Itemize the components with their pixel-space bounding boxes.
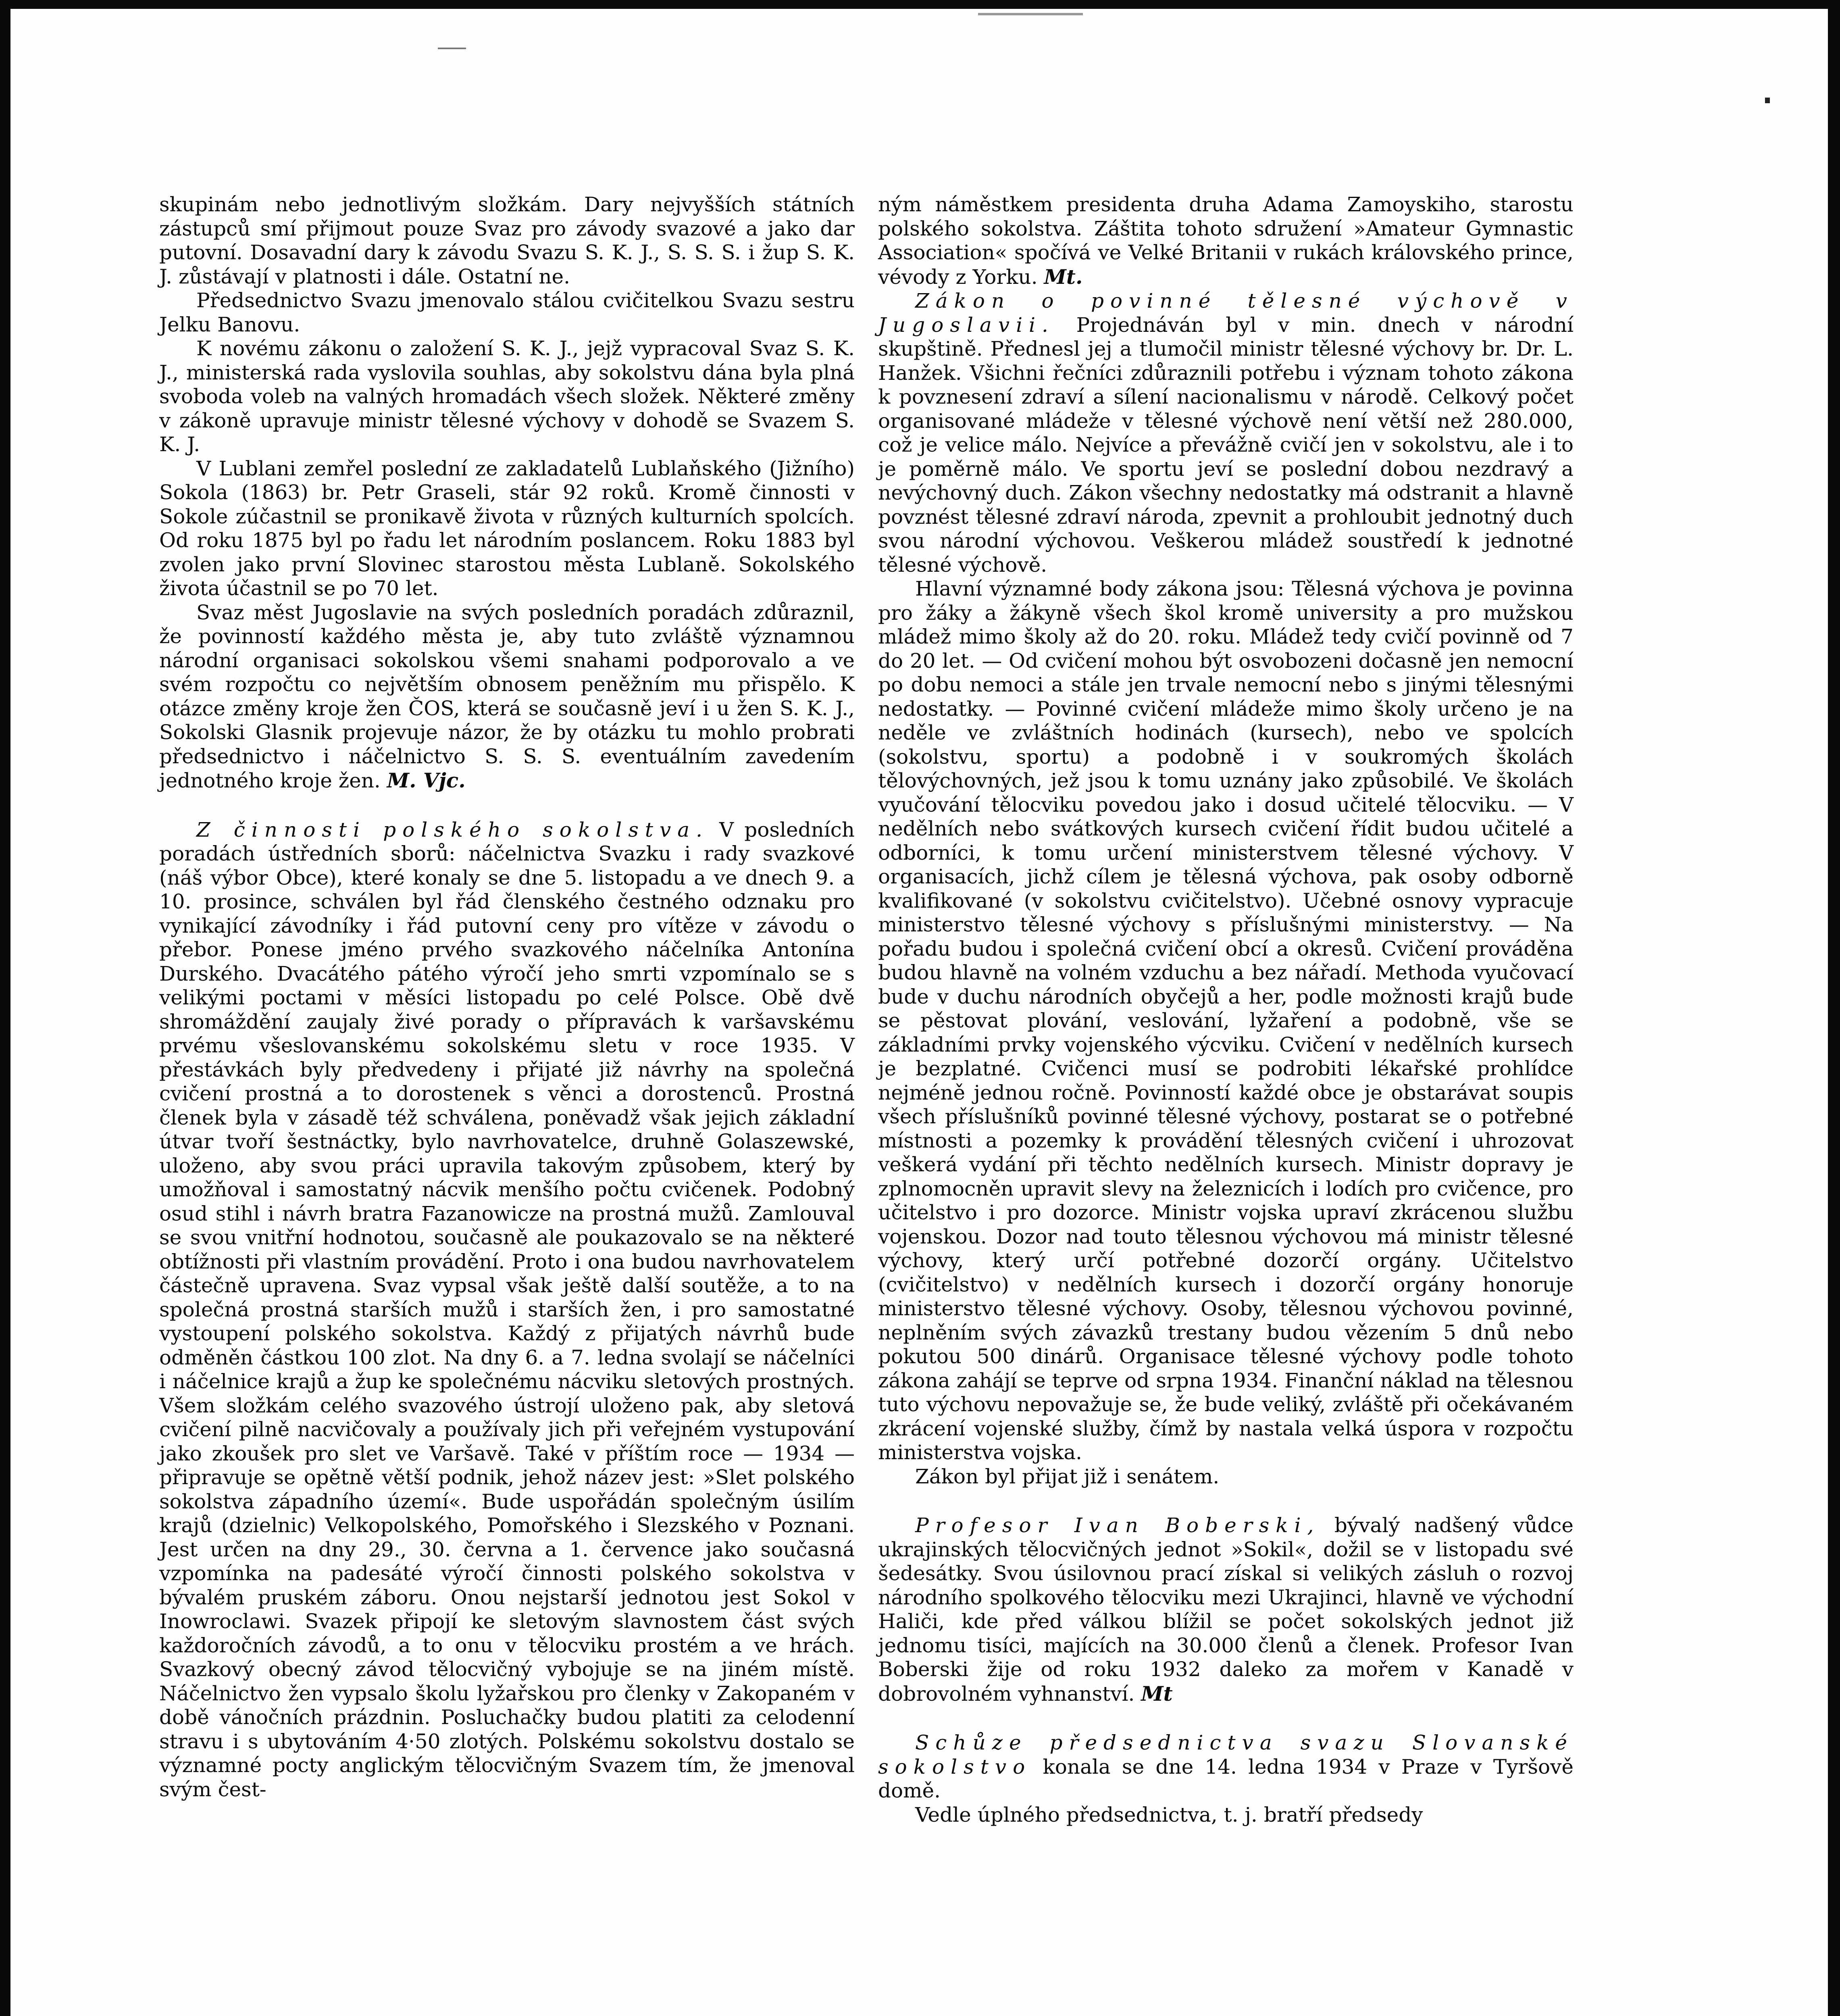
paragraph: Předsednictvo Svazu jmenovalo stálou cvičitelkou Svazu sestru Jelku Banovu. <box>159 289 855 336</box>
paragraph: Zákon byl přijat již i senátem. <box>915 1464 1220 1488</box>
section-heading: Schůze předsednictva svazu Slovanské sokolstvo <box>878 1731 1574 1779</box>
scan-speck <box>438 48 466 49</box>
section-presidium-meeting <box>878 1731 1574 1803</box>
section-heading: Z činnosti polského sokolstva. <box>196 818 709 841</box>
author-signature: M. Vjc. <box>387 768 466 792</box>
paragraph: Hlavní významné body zákona jsou: Tělesná výchova je povinna pro žáky a žákyně všech škol kromě university a pro mužskou mládež mimo školy až do 20. roku. Mládež tedy cvičí povinně od 7 do 20 let. — Od cvičení mohou být osvobozeni dočasně jen nemocní po dobu nemoci a stále jen trvale nemocní nebo s jinými tělesnými nedostatky. — Povinné cvičení mládeže mimo školy určeno je na neděle ve zvláštních hodinách (kursech), nebo ve spolcích (sokolstvu, sportu) a podobně i v soukromých školách tělovýchovných, jež jsou k tomu uznány jako způsobilé. Ve školách vyučování tělocviku povedou jako i dosud učitelé tělocviku. — V nedělních nebo svátkových kursech cvičení řídit budou učitelé a odborníci, k tomu určení ministerstvem tělesné výchovy. V organisacích, jichž cílem je tělesná výchova, pak osoby odborně kvalifikované (v sokolstvu cvičitelstvo). Učebné osnovy vypracuje ministerstvo tělesné výchovy s příslušnými ministerstvy. — Na pořadu budou i společná cvičení obcí a okresů. Cvičení prováděna budou hlavně na volném vzduchu a bez nářadí. Methoda vyučovací bude v duchu národních obyčejů a her, podle možnosti krajů bude se pěstovat plování, veslování, lyžaření a podobně, vše se základními prvky vojenského výcviku. Cvičení v nedělních kursech je bezplatné. Cvičenci musí se podrobiti lékařské prohlídce nejméně jednou ročně. Povinností každé obce je obstarávat soupis všech příslušníků povinné tělesné výchovy, postarat se o potřebné místnosti a pozemky k provádění tělesných cvičení i uhrozovat veškerá vydání při těchto nedělních kursech. Ministr dopravy je zplnomocněn upravit slevy na železnicích i lodích pro cvičence, pro učitelstvo i pro dozorce. Ministr vojska upraví zkrácenou službu vojenskou. Dozor nad touto tělesnou výchovou má ministr tělesné výchovy, který určí potřebné dozorčí orgány. Učitelstvo (cvičitelstvo) v nedělních kursech i dozorčí orgány honoruje ministerstvo tělesné výchovy. Osoby, tělesnou výchovou povinné, neplněním svých závazků trestany budou vězením 5 dnů nebo pokutou 500 dinárů. Organisace tělesné výchovy podle tohoto zákona zahájí se teprve od srpna 1934. Finanční náklad na tělesnou tuto výchovu nepovažuje se, že bude veliký, zvláště při očekávaném zkrácení vojenské služby, čímž by nastala velká úspora v rozpočtu ministerstva vojska. <box>878 577 1574 1464</box>
section-yugoslav-law <box>878 289 1574 577</box>
scan-speck <box>1765 98 1770 103</box>
left-column <box>159 193 855 1801</box>
paragraph <box>878 193 1574 289</box>
paragraph-text: ným náměstkem presidenta druha Adama Zamoyskiho, starostu polského sokolstva. Záštita tohoto sdružení »Amateur Gymnastic Association« spočívá ve Velké Britanii v rukách královského prince, vévody z Yorku. <box>878 193 1574 289</box>
right-column <box>878 193 1574 1827</box>
section-heading: Profesor Ivan Boberski, <box>915 1514 1320 1537</box>
scan-speck <box>978 13 1083 15</box>
author-signature: Mt. <box>1044 264 1083 289</box>
section-heading: Zákon o povinné tělesné výchově v Jugoslavii. <box>878 289 1574 337</box>
paragraph-text: bývalý nadšený vůdce ukrajinských tělocvičných jednot »Sokil«, dožil se v listopadu své šedesátky. Svou úsilovnou prací získal si velikých zásluh o rozvoj národního spolkového tělocviku mezi Ukrajinci, hlavně ve východní Haliči, kde před válkou blížil se počet sokolských jednot již jednomu tisíci, majících na 30.000 členů a členek. Profesor Ivan Boberski žije od roku 1932 daleko za mořem v Kanadě v dobrovolném vyhnanství. <box>878 1514 1574 1706</box>
author-signature: Mt <box>1141 1681 1173 1706</box>
paragraph <box>159 601 855 793</box>
paragraph: K novému zákonu o založení S. K. J., jejž vypracoval Svaz S. K. J., ministerská rada vyslovila souhlas, aby sokolstvu dána byla plná svoboda voleb na valných hromadách všech složek. Některé změny v zákoně upravuje ministr tělesné výchovy v dohodě se Svazem S. K. J. <box>159 337 855 456</box>
paragraph: V Lublani zemřel poslední ze zakladatelů Lublaňského (Jižního) Sokola (1863) br. Petr Graseli, stár 92 roků. Kromě činnosti v Sokole zúčastnil se pronikavě života v různých kulturních spolcích. Od roku 1875 byl po řadu let národním poslancem. Roku 1883 byl zvolen jako první Slovinec starostou města Lublaně. Sokolského života účastnil se po 70 let. <box>159 456 855 600</box>
section-boberski <box>878 1514 1574 1706</box>
section-polish-sokol <box>159 818 855 1802</box>
paragraph-text: V posledních poradách ústředních sborů: náčelnictva Svazku i rady svazkové (náš výbor Obce), které konaly se dne 5. listopadu a ve dnech 9. a 10. prosince, schválen byl řád členského čestného odznaku pro vynikající závodníky i řád putovní ceny pro vítěze v závodu o přebor. Ponese jméno prvého svazkového náčelníka Antonína Durského. Dvacátého pátého výročí jeho smrti vzpomínalo se s velikými poctami v měsíci listopadu po celé Polsce. Obě dvě shromáždění zaujaly živé porady o přípravách k varšavskému prvému všeslovanskému sokolskému sletu v roce 1935. V přestávkách byly předvedeny i přijaté již návrhy na společná cvičení prostná a to dorostenek s věnci a dorostenců. Prostná členek byla v zásadě též schválena, poněvadž však jejich základní útvar tvoří šestnáctky, bylo navrhovatelce, druhně Golaszewské, uloženo, aby svou práci upravila takovým způsobem, který by umožňoval i samostatný nácvik menšího počtu cvičenek. Podobný osud stihl i návrh bratra Fazanowicze na prostná mužů. Zamlouval se svou vnitřní hodnotou, současně ale poukazovalo se na některé obtížnosti při vlastním provádění. Proto i ona budou navrhovatelem částečně upravena. Svaz vypsal však ještě další soutěže, a to na společná prostná starších mužů i starších žen, i pro samostatné vystoupení polského sokolstva. Každý z přijatých návrhů bude odměněn částkou 100 zlot. Na dny 6. a 7. ledna svolají se náčelníci i náčelnice krajů a žup ke společnému nácviku sletových prostných. Všem složkám celého svazového ústrojí uloženo pak, aby sletová cvičení pilně nacvičovaly a používaly jich při veřejném vystupování jako zkoušek pro slet ve Varšavě. Také v příštím roce — 1934 — připravuje se opětně větší podnik, jehož název jest: »Slet polského sokolstva západního území«. Bude uspořádán společným úsilím krajů (dzielnic) Velkopolského, Pomořského i Slezského v Poznani. Jest určen na dny 29., 30. června a 1. července jako současná vzpomínka na padesáté výročí činnosti polského sokolstva v bývalém pruském záboru. Onou nejstarší jednotou jest Sokol v Inowroclawi. Svazek připojí ke sletovým slavnostem část svých každoročních závodů, a to onu v tělocviku prostém a ve hrách. Svazkový obecný závod tělocvičný vybojuje se na jiném místě. Náčelnictvo žen vypsalo školu lyžařskou pro členky v Zakopaném v době vánočních prázdnin. Posluchačky budou platiti za celodenní stravu i s ubytováním 4·50 zlotých. Polskému sokolstvu dostalo se významné pocty anglickým tělocvičným Svazem tím, že jmenoval svým čest- <box>159 818 855 1801</box>
paragraph: skupinám nebo jednotlivým složkám. Dary nejvyšších státních zástupců smí přijmout pouze Svaz pro závody svazové a jako dar putovní. Dosavadní dary k závodu Svazu S. K. J., S. S. S. i žup S. K. J. zůstávají v platnosti i dále. Ostatní ne. <box>159 193 855 288</box>
paragraph-text: konala se dne 14. ledna 1934 v Praze v Tyršově domě. <box>878 1755 1574 1802</box>
paragraph: Vedle úplného předsednictva, t. j. bratří předsedy <box>915 1803 1423 1826</box>
paragraph-text: Projednáván byl v min. dnech v národní skupštině. Přednesl jej a tlumočil ministr tělesné výchovy br. Dr. L. Hanžek. Všichni řečníci zdůraznili potřebu i význam tohoto zákona k povznesení zdraví a sílení nacionalismu v národě. Celkový počet organisované mládeže v tělesné výchově není větší než 280.000, což je velice málo. Nejvíce a převážně cvičí jen v sokolstvu, ale i to je poměrně málo. Ve sportu jeví se poslední dobou nezdravý a nevýchovný duch. Zákon všechny nedostatky má odstranit a hlavně povznést tělesné zdraví národa, zpevnit a prohloubit jednotný duch svou národní výchovou. Veškerou mládež soustředí k jednotné tělesné výchově. <box>878 313 1574 577</box>
paragraph-text: Svaz měst Jugoslavie na svých posledních poradách zdůraznil, že povinností každého města je, aby tuto zvláště významnou národní organisaci sokolskou všemi snahami podporovalo a ve svém rozpočtu co největším obnosem peněžním mu přispělo. K otázce změny kroje žen ČOS, která se současně jeví i u žen S. K. J., Sokolski Glasnik projevuje názor, že by otázku tu mohlo probrati předsednictvo i náčelnictvo S. S. S. eventuálním zavedením jednotného kroje žen. <box>159 600 855 792</box>
